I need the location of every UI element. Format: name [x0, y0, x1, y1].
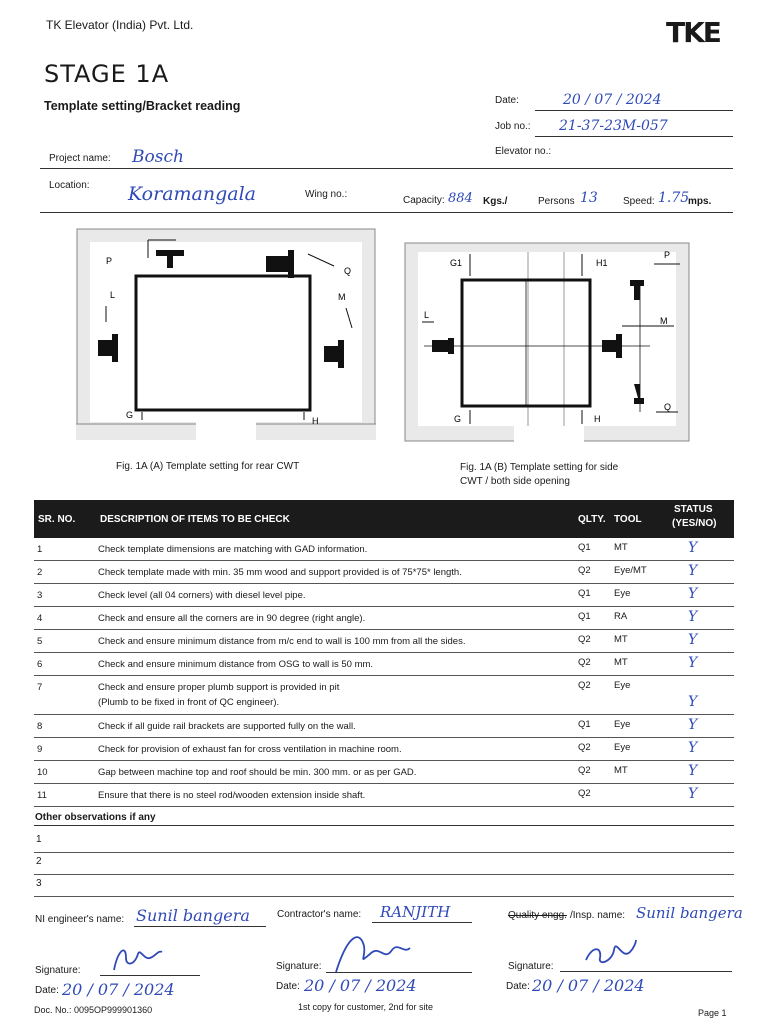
quality-engg-label: Quality engg. — [508, 910, 567, 921]
row-tool: MT — [614, 542, 628, 553]
ni-engineer-value[interactable]: Sunil bangera — [136, 906, 250, 925]
fig-a-label-q: Q — [344, 266, 352, 276]
fig-a-label-h: H — [312, 416, 319, 426]
row-tool: MT — [614, 657, 628, 668]
table-row — [34, 761, 734, 784]
fig-b-label-l: L — [424, 310, 430, 320]
row-status[interactable]: Y — [688, 763, 698, 779]
capacity-value[interactable]: 884 — [448, 191, 473, 206]
observation-number: 2 — [36, 856, 42, 867]
row-status[interactable]: Y — [688, 717, 698, 733]
date-label: Date: — [495, 95, 519, 106]
row-description-note: (Plumb to be fixed in front of QC engineer). — [98, 697, 280, 708]
location-line — [40, 200, 733, 213]
fig-b-label-g1: G1 — [450, 258, 463, 268]
elevator-no-label: Elevator no.: — [495, 146, 552, 157]
row-status[interactable]: Y — [688, 586, 698, 602]
fig-b-label-m: M — [660, 316, 668, 326]
project-name-value[interactable]: Bosch — [132, 147, 184, 167]
row-tool: Eye — [614, 680, 631, 691]
row-status[interactable]: Y — [688, 609, 698, 625]
copy-note: 1st copy for customer, 2nd for site — [298, 1002, 434, 1012]
job-no-label: Job no.: — [495, 121, 531, 132]
observation-number: 3 — [36, 878, 42, 889]
tke-logo: TKE — [666, 16, 720, 49]
fig-a-label-p: P — [106, 256, 113, 266]
row-description: Check and ensure minimum distance from m/c end to wall is 100 mm from all the sides. — [98, 636, 466, 647]
row-quality: Q2 — [578, 565, 591, 576]
table-row — [34, 715, 734, 738]
row-tool: Eye — [614, 742, 631, 753]
row-number: 2 — [37, 567, 43, 578]
observation-row[interactable] — [34, 874, 734, 897]
date-field[interactable] — [535, 92, 733, 111]
date-value: 20 / 07 / 2024 — [563, 92, 662, 108]
row-quality: Q1 — [578, 611, 591, 622]
row-quality: Q1 — [578, 719, 591, 730]
fig-a-label-m: M — [338, 292, 346, 302]
observations-line — [34, 811, 734, 826]
row-tool: Eye/MT — [614, 565, 647, 576]
checklist-table — [34, 500, 734, 807]
location-label: Location: — [49, 180, 90, 191]
header-quality: QLTY. — [578, 514, 606, 525]
observation-row[interactable] — [34, 852, 734, 875]
row-description: Check for provision of exhaust fan for cross ventilation in machine room. — [98, 744, 402, 755]
insp-name-label: /Insp. name: — [570, 910, 626, 921]
row-quality: Q2 — [578, 742, 591, 753]
row-description: Ensure that there is no steel rod/wooden extension inside shaft. — [98, 790, 366, 801]
figure-b-caption-line1: Fig. 1A (B) Template setting for side — [460, 462, 619, 473]
header-description: DESCRIPTION OF ITEMS TO BE CHECK — [100, 514, 290, 525]
date-label-1: Date: — [35, 985, 59, 996]
signature-line-3 — [560, 961, 732, 972]
date-value-3[interactable]: 20 / 07 / 2024 — [532, 976, 645, 995]
row-number: 10 — [37, 767, 48, 778]
contractor-value[interactable]: RANJITH — [380, 903, 451, 921]
row-quality: Q1 — [578, 542, 591, 553]
row-quality: Q2 — [578, 634, 591, 645]
row-tool: RA — [614, 611, 628, 622]
row-quality: Q2 — [578, 788, 591, 799]
row-status[interactable]: Y — [688, 632, 698, 648]
row-number: 3 — [37, 590, 43, 601]
row-number: 7 — [37, 682, 43, 693]
wing-no-label: Wing no.: — [305, 189, 348, 200]
row-description: Check level (all 04 corners) with diesel level pipe. — [98, 590, 306, 601]
table-row — [34, 653, 734, 676]
contractor-line — [372, 910, 472, 923]
capacity-label: Capacity: — [403, 195, 445, 206]
signature-line-1 — [100, 965, 200, 976]
figure-b-diagram — [404, 242, 690, 442]
fig-b-label-h: H — [594, 414, 601, 424]
row-description: Check and ensure minimum distance from OSG to wall is 50 mm. — [98, 659, 374, 670]
page-number: Page 1 — [698, 1008, 727, 1018]
insp-name-value[interactable]: Sunil bangera — [636, 904, 743, 922]
project-name-label: Project name: — [49, 153, 111, 164]
row-tool: MT — [614, 634, 628, 645]
table-row — [34, 561, 734, 584]
row-number: 1 — [37, 544, 43, 555]
row-status[interactable]: Y — [688, 540, 698, 556]
speed-unit: mps. — [688, 196, 712, 207]
fig-b-label-q: Q — [664, 402, 672, 412]
row-number: 5 — [37, 636, 43, 647]
row-tool: MT — [614, 765, 628, 776]
signature-label-1: Signature: — [35, 965, 81, 976]
row-status[interactable]: Y — [688, 786, 698, 802]
date-label-3: Date: — [506, 981, 530, 992]
row-status[interactable]: Y — [688, 655, 698, 671]
table-body — [34, 538, 734, 807]
job-no-value: 21-37-23M-057 — [559, 118, 668, 134]
signature-label-3: Signature: — [508, 961, 554, 972]
header-sr-no: SR. NO. — [38, 514, 76, 525]
row-status[interactable]: Y — [688, 740, 698, 756]
row-number: 11 — [37, 790, 47, 801]
page-subtitle: Template setting/Bracket reading — [44, 99, 241, 113]
observation-row[interactable] — [34, 830, 734, 853]
speed-value[interactable]: 1.75 — [658, 190, 690, 206]
table-row — [34, 676, 734, 715]
table-row — [34, 630, 734, 653]
table-row — [34, 584, 734, 607]
figure-a-caption: Fig. 1A (A) Template setting for rear CWT — [116, 461, 300, 472]
figure-b-caption-line2: CWT / both side opening — [460, 476, 570, 487]
row-tool: Eye — [614, 719, 631, 730]
date-value-1[interactable]: 20 / 07 / 2024 — [62, 980, 175, 999]
row-quality: Q2 — [578, 765, 591, 776]
fig-a-label-l: L — [110, 290, 116, 300]
persons-value[interactable]: 13 — [580, 190, 598, 206]
row-number: 9 — [37, 744, 43, 755]
header-status-yes-no: (YES/NO) — [672, 518, 717, 529]
capacity-unit: Kgs./ — [483, 196, 508, 207]
row-description: Check template made with min. 35 mm wood and support provided is of 75*75* length. — [98, 567, 462, 578]
table-row — [34, 607, 734, 630]
row-number: 8 — [37, 721, 43, 732]
date-value-2[interactable]: 20 / 07 / 2024 — [304, 976, 417, 995]
row-number: 6 — [37, 659, 43, 670]
table-row — [34, 738, 734, 761]
persons-label: Persons — [538, 196, 575, 207]
row-description: Check if all guide rail brackets are supported fully on the wall. — [98, 721, 356, 732]
row-tool: Eye — [614, 588, 631, 599]
observations-title: Other observations if any — [35, 812, 156, 823]
doc-number: Doc. No.: 0095OP999901360 — [34, 1005, 153, 1015]
row-description: Check and ensure all the corners are in 90 degree (right angle). — [98, 613, 366, 624]
company-name: TK Elevator (India) Pvt. Ltd. — [46, 18, 194, 32]
row-quality: Q1 — [578, 588, 591, 599]
figure-a-diagram — [76, 228, 376, 440]
row-description: Check template dimensions are matching with GAD information. — [98, 544, 368, 555]
location-value[interactable]: Koramangala — [128, 183, 257, 205]
fig-b-label-h1: H1 — [596, 258, 608, 268]
row-number: 4 — [37, 613, 43, 624]
header-status: STATUS — [674, 504, 713, 515]
row-quality: Q2 — [578, 680, 591, 691]
fig-a-label-g: G — [126, 410, 134, 420]
fig-b-label-g: G — [454, 414, 462, 424]
ni-engineer-label: NI engineer's name: — [35, 914, 125, 925]
table-row — [34, 538, 734, 561]
job-no-field[interactable] — [535, 118, 733, 137]
signature-line-2 — [326, 962, 472, 973]
speed-label: Speed: — [623, 196, 655, 207]
fig-b-label-p: P — [664, 250, 671, 260]
contractor-label: Contractor's name: — [277, 909, 362, 920]
ni-engineer-line — [134, 914, 266, 927]
signature-label-2: Signature: — [276, 961, 322, 972]
observation-number: 1 — [36, 834, 42, 845]
row-status[interactable]: Y — [688, 563, 698, 579]
row-description: Gap between machine top and roof should be min. 300 mm. or as per GAD. — [98, 767, 417, 778]
page-title: STAGE 1A — [44, 60, 170, 88]
row-quality: Q2 — [578, 657, 591, 668]
table-row — [34, 784, 734, 807]
row-description: Check and ensure proper plumb support is provided in pit — [98, 682, 340, 693]
date-label-2: Date: — [276, 981, 300, 992]
header-tool: TOOL — [614, 514, 642, 525]
table-header — [34, 500, 734, 538]
row-status[interactable]: Y — [688, 694, 698, 710]
